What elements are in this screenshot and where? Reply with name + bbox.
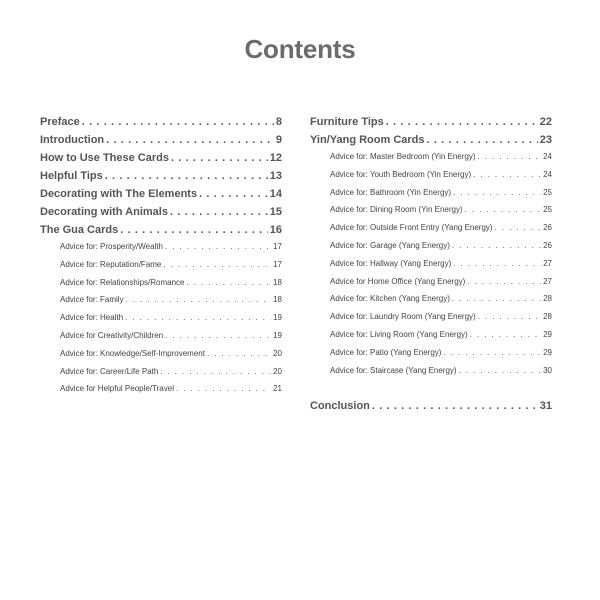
toc-entry-label: Advice for: Staircase (Yang Energy) bbox=[330, 365, 457, 375]
dot-leader bbox=[452, 294, 541, 303]
toc-subentry[interactable] bbox=[310, 259, 552, 277]
toc-page-number: 27 bbox=[543, 258, 552, 268]
toc-entry-label: Advice for: Kitchen (Yang Energy) bbox=[330, 294, 450, 304]
toc-subentry[interactable] bbox=[310, 241, 552, 259]
toc-page-number: 28 bbox=[543, 294, 552, 304]
toc-subentry[interactable] bbox=[40, 384, 282, 402]
toc-entry-label: Advice for: Hallway (Yang Energy) bbox=[330, 258, 452, 268]
dot-leader bbox=[478, 312, 541, 321]
toc-page-number: 25 bbox=[543, 205, 552, 215]
dot-leader bbox=[106, 134, 274, 146]
dot-leader bbox=[160, 367, 271, 376]
toc-entry-label: Advice for: Knowledge/Self-Improvement bbox=[60, 348, 205, 358]
toc-entry-label: Advice for: Bathroom (Yin Energy) bbox=[330, 187, 452, 197]
toc-page-number: 23 bbox=[539, 134, 552, 146]
toc-entry-label: Advice for: Laundry Room (Yang Energy) bbox=[330, 312, 476, 322]
toc-subentry[interactable] bbox=[310, 294, 552, 312]
dot-leader bbox=[452, 241, 541, 250]
toc-subentry[interactable] bbox=[310, 170, 552, 188]
toc-page-number: 29 bbox=[543, 347, 552, 357]
dot-leader bbox=[125, 313, 271, 322]
toc-entry-label: Advice for: Master Bedroom (Yin Energy) bbox=[330, 152, 476, 161]
toc-entry[interactable] bbox=[40, 206, 282, 224]
dot-leader bbox=[459, 366, 542, 375]
dot-leader bbox=[386, 116, 538, 128]
dot-leader bbox=[443, 348, 541, 357]
toc-right-column bbox=[310, 116, 552, 418]
toc-subentry[interactable] bbox=[40, 331, 282, 349]
toc-entry-label: Introduction bbox=[40, 134, 105, 146]
toc-entry-label: Advice for: Family bbox=[60, 295, 124, 305]
toc-page-number: 13 bbox=[269, 170, 282, 182]
toc-page-number: 9 bbox=[275, 134, 282, 146]
dot-leader bbox=[207, 349, 271, 358]
toc-entry-label: Advice for: Health bbox=[60, 313, 124, 323]
dot-leader bbox=[427, 134, 538, 146]
dot-leader bbox=[170, 206, 268, 218]
toc-subentry[interactable] bbox=[310, 152, 552, 170]
toc-entry-label: Decorating with Animals bbox=[40, 206, 168, 218]
toc-page-number: 30 bbox=[543, 365, 552, 375]
dot-leader bbox=[467, 277, 541, 286]
toc-page-number: 31 bbox=[539, 400, 552, 413]
toc-entry-label: Advice for: Career/Life Path bbox=[60, 366, 159, 376]
toc-left-column bbox=[40, 116, 282, 402]
dot-leader bbox=[187, 278, 272, 287]
toc-entry-label: How to Use These Cards bbox=[40, 152, 169, 164]
toc-entry[interactable] bbox=[310, 134, 552, 152]
dot-leader bbox=[171, 152, 268, 164]
toc-entry-label: Yin/Yang Room Cards bbox=[310, 134, 425, 146]
toc-entry-label: Conclusion bbox=[310, 400, 370, 413]
toc-page-number: 14 bbox=[269, 188, 282, 200]
toc-entry-label: Advice for Home Office (Yang Energy) bbox=[330, 276, 466, 286]
toc-entry-label: Helpful Tips bbox=[40, 170, 103, 182]
toc-subentry[interactable] bbox=[40, 278, 282, 296]
dot-leader bbox=[465, 205, 541, 214]
toc-entry-label: Advice for: Patio (Yang Energy) bbox=[330, 347, 442, 357]
toc-page-number: 24 bbox=[543, 152, 552, 161]
toc-page-number: 18 bbox=[273, 295, 282, 305]
toc-page-number: 17 bbox=[273, 259, 282, 269]
dot-leader bbox=[453, 188, 541, 197]
toc-subentry[interactable] bbox=[310, 330, 552, 348]
toc-page-number: 19 bbox=[273, 330, 282, 340]
toc-page-number: 12 bbox=[269, 152, 282, 164]
toc-spacer bbox=[310, 383, 552, 400]
toc-entry-label: Furniture Tips bbox=[310, 116, 384, 128]
toc-entry-label: Advice for: Relationships/Romance bbox=[60, 277, 185, 287]
page-title: Contents bbox=[244, 34, 356, 64]
dot-leader bbox=[105, 170, 268, 182]
toc-entry-label: Advice for: Dining Room (Yin Energy) bbox=[330, 205, 463, 215]
toc-subentry[interactable] bbox=[310, 188, 552, 206]
toc-page-number: 17 bbox=[273, 242, 282, 251]
dot-leader bbox=[126, 295, 272, 304]
toc-entry[interactable] bbox=[40, 116, 282, 134]
toc-page-number: 8 bbox=[275, 116, 282, 128]
toc-page-number: 20 bbox=[273, 348, 282, 358]
dot-leader bbox=[453, 259, 541, 268]
toc-subentry[interactable] bbox=[310, 205, 552, 223]
toc-page-number: 18 bbox=[273, 277, 282, 287]
toc-page-number: 15 bbox=[269, 206, 282, 218]
dot-leader bbox=[120, 224, 268, 236]
toc-page-number: 26 bbox=[543, 223, 552, 233]
toc-subentry[interactable] bbox=[310, 312, 552, 330]
toc-subentry[interactable] bbox=[40, 242, 282, 260]
dot-leader bbox=[165, 242, 271, 251]
toc-subentry[interactable] bbox=[310, 223, 552, 241]
toc-subentry[interactable] bbox=[40, 349, 282, 367]
toc-page-number: 26 bbox=[543, 240, 552, 250]
toc-subentry[interactable] bbox=[40, 367, 282, 385]
dot-leader bbox=[478, 152, 542, 161]
toc-page-number: 19 bbox=[273, 313, 282, 323]
toc-page-number: 22 bbox=[539, 116, 552, 128]
dot-leader bbox=[163, 260, 271, 269]
toc-page-number: 27 bbox=[543, 276, 552, 286]
toc-entry-label: Preface bbox=[40, 116, 80, 128]
toc-entry[interactable] bbox=[40, 152, 282, 170]
toc-entry-label: Decorating with The Elements bbox=[40, 188, 198, 200]
dot-leader bbox=[176, 384, 271, 393]
dot-leader bbox=[473, 170, 541, 179]
toc-entry[interactable] bbox=[310, 116, 552, 134]
toc-entry[interactable] bbox=[40, 224, 282, 242]
toc-page-number: 24 bbox=[543, 169, 552, 179]
toc-entry-label: Advice for: Prosperity/Wealth bbox=[60, 242, 164, 251]
dot-leader bbox=[495, 223, 542, 232]
toc-entry[interactable] bbox=[40, 134, 282, 152]
dot-leader bbox=[165, 331, 271, 340]
dot-leader bbox=[470, 330, 541, 339]
toc-entry-label: Advice for: Youth Bedroom (Yin Energy) bbox=[330, 169, 472, 179]
toc-entry-label: Advice for Helpful People/Travel bbox=[60, 384, 174, 394]
toc-subentry[interactable] bbox=[310, 348, 552, 366]
toc-entry[interactable] bbox=[310, 400, 552, 418]
toc-entry-label: Advice for: Garage (Yang Energy) bbox=[330, 240, 450, 250]
toc-subentry[interactable] bbox=[310, 366, 552, 384]
dot-leader bbox=[372, 400, 538, 412]
toc-entry-label: Advice for: Outside Front Entry (Yang Energy) bbox=[330, 223, 493, 233]
dot-leader bbox=[199, 188, 268, 200]
toc-subentry[interactable] bbox=[40, 313, 282, 331]
dot-leader bbox=[82, 116, 274, 128]
toc-page-number: 21 bbox=[273, 384, 282, 394]
toc-page-number: 29 bbox=[543, 329, 552, 339]
toc-entry-label: Advice for Creativity/Children bbox=[60, 330, 164, 340]
toc-page-number: 16 bbox=[269, 224, 282, 236]
toc-entry[interactable] bbox=[40, 170, 282, 188]
toc-subentry[interactable] bbox=[40, 260, 282, 278]
toc-page-number: 28 bbox=[543, 312, 552, 322]
toc-subentry[interactable] bbox=[310, 277, 552, 295]
toc-page-number: 20 bbox=[273, 366, 282, 376]
toc-page-number: 25 bbox=[543, 187, 552, 197]
toc-entry-label: Advice for: Reputation/Fame bbox=[60, 259, 162, 269]
toc-entry-label: The Gua Cards bbox=[40, 224, 119, 236]
toc-entry-label: Advice for: Living Room (Yang Energy) bbox=[330, 329, 468, 339]
toc-subentry[interactable] bbox=[40, 295, 282, 313]
toc-entry[interactable] bbox=[40, 188, 282, 206]
